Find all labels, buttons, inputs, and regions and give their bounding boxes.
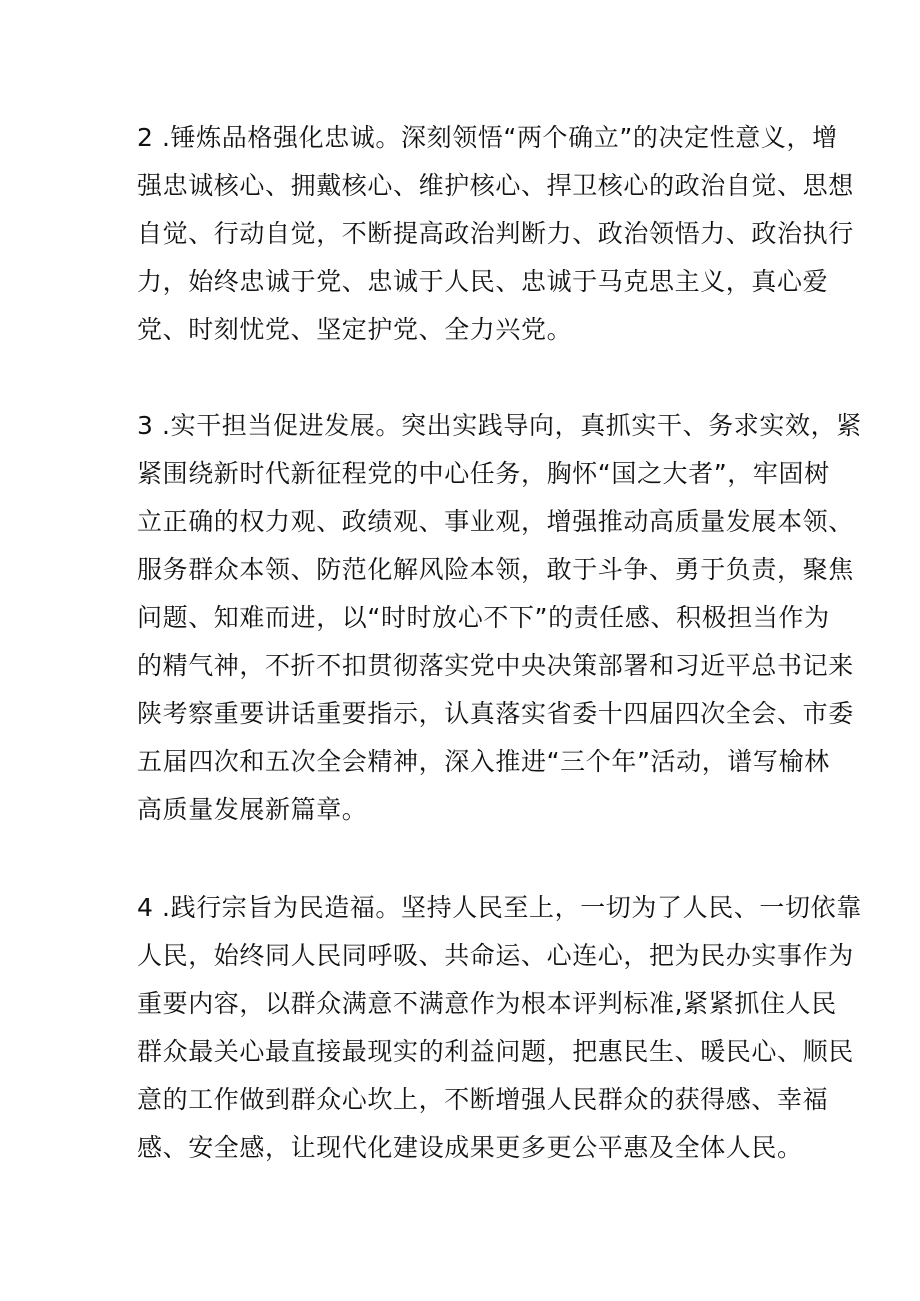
paragraph-line: 问题、知难而进，以“时时放心不下”的责任感、积极担当作为 [137,603,830,632]
paragraph-3 [137,402,862,834]
paragraph-line: 感、安全感，让现代化建设成果更多更公平惠及全体人民。 [137,1133,803,1162]
paragraph-4 [137,884,862,1172]
paragraph-line: 人民，始终同人民同呼吸、共命运、心连心，把为民办实事作为 [137,941,854,970]
paragraph-line: 紧围绕新时代新征程党的中心任务，胸怀“国之大者”，牢固树 [137,459,830,488]
paragraph-line: 党、时刻忧党、坚定护党、全力兴党。 [137,315,573,344]
paragraph-line: 重要内容，以群众满意不满意作为根本评判标准,紧紧抓住人民 [137,989,837,1018]
paragraph-line: 力，始终忠诚于党、忠诚于人民、忠诚于马克思主义，真心爱 [137,267,829,296]
paragraph-line: 3 .实干担当促进发展。突出实践导向，真抓实干、务求实效，紧 [137,411,862,440]
paragraph-line: 五届四次和五次全会精神，深入推进“三个年”活动，谱写榆林 [137,747,830,776]
paragraph-line: 高质量发展新篇章。 [137,795,368,824]
paragraph-line: 强忠诚核心、拥戴核心、维护核心、捍卫核心的政治自觉、思想 [137,171,854,200]
paragraph-line: 陕考察重要讲话重要指示，认真落实省委十四届四次全会、市委 [137,699,854,728]
paragraph-line: 自觉、行动自觉，不断提高政治判断力、政治领悟力、政治执行 [137,219,854,248]
paragraph-line: 意的工作做到群众心坎上，不断增强人民群众的获得感、幸福 [137,1085,829,1114]
paragraph-line: 服务群众本领、防范化解风险本领，敢于斗争、勇于负责，聚焦 [137,555,854,584]
paragraph-line: 群众最关心最直接最现实的利益问题，把惠民生、暖民心、顺民 [137,1037,854,1066]
paragraph-line: 的精气神，不折不扣贯彻落实党中央决策部署和习近平总书记来 [137,651,854,680]
paragraph-line: 立正确的权力观、政绩观、事业观，增强推动高质量发展本领、 [137,507,854,536]
paragraph-line: 2 .锤炼品格强化忠诚。深刻领悟“两个确立”的决定性意义，增 [137,123,838,152]
paragraph-2 [137,114,854,354]
paragraph-line: 4 .践行宗旨为民造福。坚持人民至上，一切为了人民、一切依靠 [137,893,862,922]
